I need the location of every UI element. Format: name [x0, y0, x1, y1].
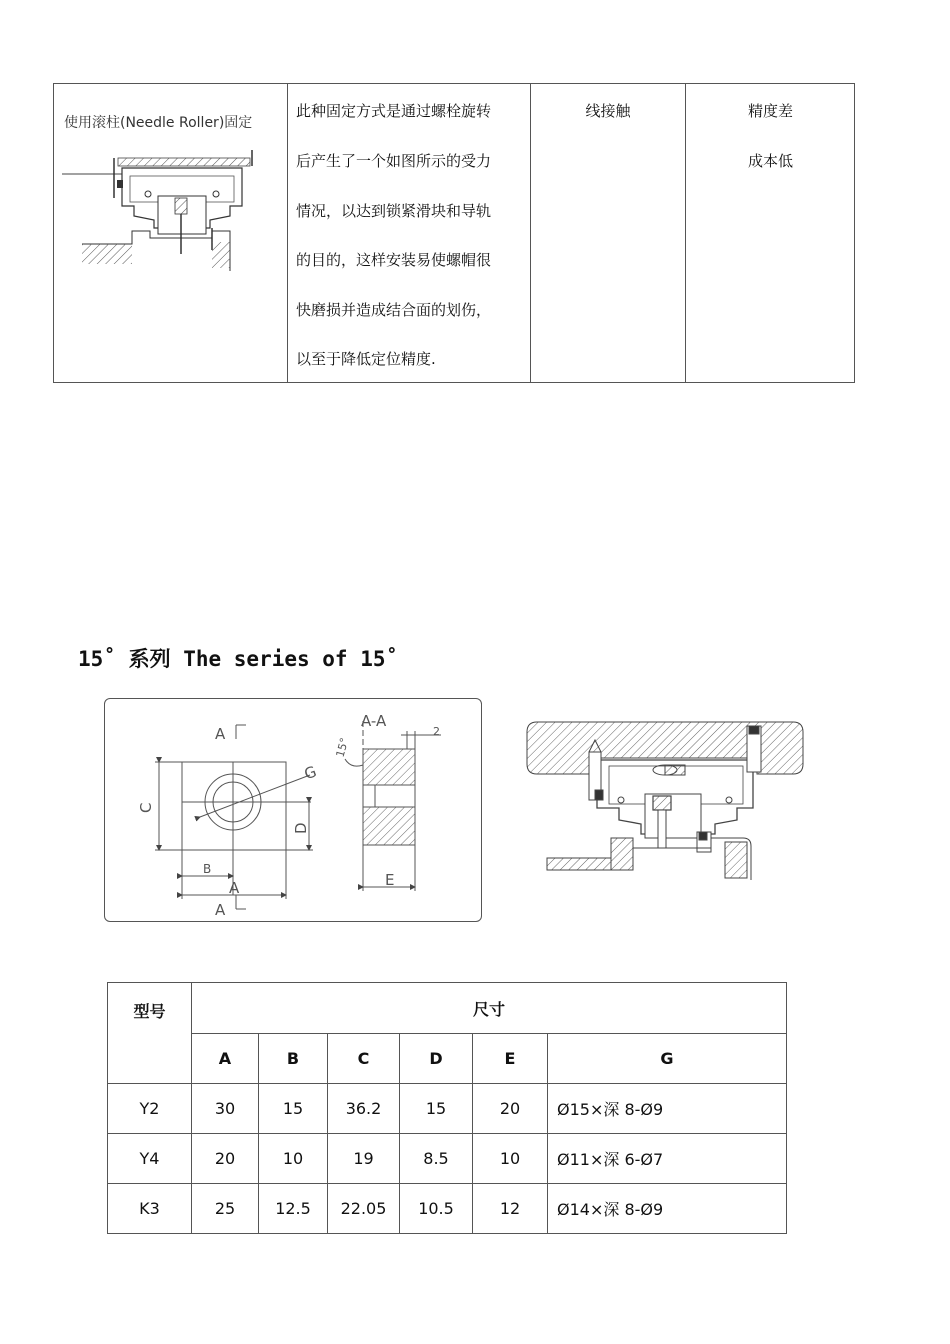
value-cell: 22.05: [328, 1184, 400, 1234]
section-mark-label: A: [215, 725, 226, 743]
description-line: 以至于降低定位精度.: [296, 350, 436, 368]
method-label: 使用滚柱(Needle Roller)固定: [64, 115, 253, 131]
contact-type: 线接触: [585, 102, 631, 120]
dim-label-b: B: [203, 862, 212, 876]
column-header: D: [400, 1034, 473, 1084]
description-line: 此种固定方式是通过螺栓旋转: [296, 102, 492, 120]
value-cell: 15: [400, 1084, 473, 1134]
value-cell: 10: [473, 1134, 548, 1184]
table-divider: [530, 84, 531, 382]
column-header: G: [548, 1034, 787, 1084]
dim-label-g: G: [301, 762, 319, 784]
column-header: E: [473, 1034, 548, 1084]
mounting-illustration: [525, 718, 805, 880]
dim-label-e: E: [385, 871, 395, 889]
dimension-drawing-frame: [104, 698, 482, 922]
value-cell: 25: [192, 1184, 259, 1234]
value-cell: 12.5: [259, 1184, 328, 1234]
size-header: 尺寸: [192, 983, 787, 1034]
chamfer-label: 2: [433, 725, 440, 738]
evaluation-line: 精度差: [747, 102, 793, 120]
section-view-title: A-A: [361, 712, 387, 730]
description-line: 后产生了一个如图所示的受力: [296, 152, 492, 170]
column-header: B: [259, 1034, 328, 1084]
dimension-drawing: [105, 699, 481, 921]
dim-label-c: C: [137, 802, 155, 813]
value-cell: 36.2: [328, 1084, 400, 1134]
description-line: 的目的，这样安装易使螺帽很: [296, 251, 492, 269]
section-mark-label: A: [215, 901, 226, 919]
table-row: [108, 1134, 787, 1184]
value-cell: 12: [473, 1184, 548, 1234]
table-row: [108, 1184, 787, 1234]
value-cell: 15: [259, 1084, 328, 1134]
value-cell: Ø11×深 6-Ø7: [548, 1134, 787, 1184]
value-cell: 19: [328, 1134, 400, 1184]
value-cell: Ø15×深 8-Ø9: [548, 1084, 787, 1134]
description-line: 情况，以达到锁紧滑块和导轨: [296, 202, 492, 220]
table-divider: [287, 84, 288, 382]
value-cell: 10: [259, 1134, 328, 1184]
dim-label-a: A: [229, 879, 240, 897]
value-cell: 20: [473, 1084, 548, 1134]
angle-label: 15°: [333, 736, 352, 759]
value-cell: 8.5: [400, 1134, 473, 1184]
needle-roller-illustration: [62, 146, 272, 271]
model-cell: K3: [108, 1184, 192, 1234]
value-cell: 30: [192, 1084, 259, 1134]
table-divider: [685, 84, 686, 382]
dim-label-d: D: [292, 822, 310, 834]
section-heading: 15˚ 系列 The series of 15˚: [78, 647, 399, 671]
value-cell: 10.5: [400, 1184, 473, 1234]
value-cell: 20: [192, 1134, 259, 1184]
description-line: 快磨损并造成结合面的划伤，: [296, 301, 492, 319]
model-cell: Y4: [108, 1134, 192, 1184]
column-header: C: [328, 1034, 400, 1084]
model-cell: Y2: [108, 1084, 192, 1134]
column-header: A: [192, 1034, 259, 1084]
dimension-table: [107, 982, 787, 1234]
fixing-method-table: [53, 83, 855, 383]
table-row: [108, 1084, 787, 1134]
evaluation-line: 成本低: [747, 152, 793, 170]
value-cell: Ø14×深 8-Ø9: [548, 1184, 787, 1234]
model-header: 型号: [108, 983, 192, 1084]
